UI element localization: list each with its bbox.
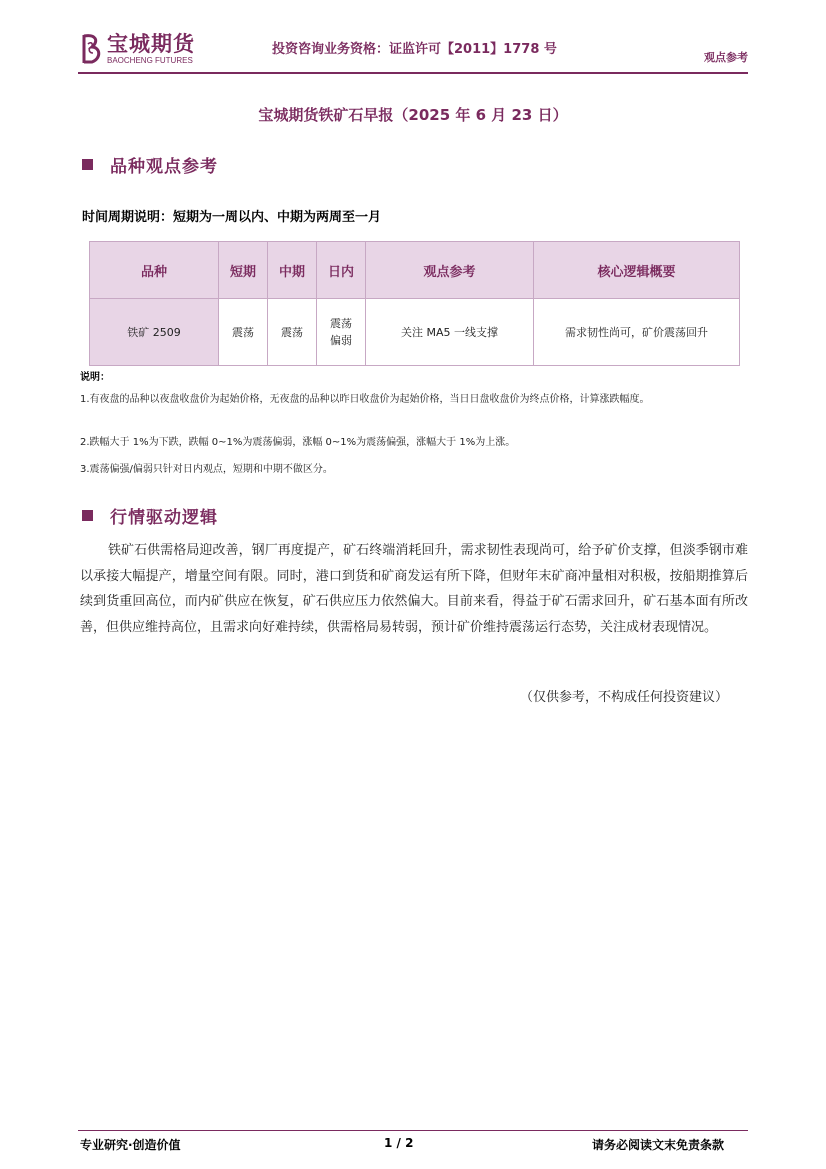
note-item: 2.跌幅大于 1%为下跌，跌幅 0~1%为震荡偏弱，涨幅 0~1%为震荡偏强，涨幅大于 1%为上涨。 [80,437,516,448]
table-row [90,299,740,366]
bullet-square-icon [82,159,93,170]
header-divider [78,72,748,74]
note-item: 1.有夜盘的品种以夜盘收盘价为起始价格，无夜盘的品种以昨日收盘价为起始价格，当日日盘收盘价为终点价格，计算涨跌幅度。 [80,394,650,405]
logo-english-name: BAOCHENG FUTURES [107,56,193,65]
market-analysis-paragraph: 铁矿石供需格局迎改善，钢厂再度提产，矿石终端消耗回升，需求韧性表现尚可，给予矿价支撑，但淡季钢市难以承接大幅提产，增量空间有限。同时，港口到货和矿商发运有所下降，但财年末矿商冲量相对积极，按船期推算后续到货重回高位，而内矿供应在恢复，矿石供应压力依然偏大。目前来看，得益于矿石需求回升，矿石基本面有所改善，但供应维持高位，且需求向好难持续，供需格局易转弱，预计矿价维持震荡运行态势，关注成材表现情况。 [80,543,748,635]
views-table [89,241,740,366]
header-tag: 观点参考 [704,51,748,64]
table-header-row [90,242,740,299]
column-header: 短期 [219,242,268,299]
section-title: 行情驱动逻辑 [110,508,218,528]
notes-label: 说明： [80,372,110,383]
company-logo [80,32,195,66]
view-cell: 关注 MA5 一线支撑 [366,299,534,366]
logo-mark-icon [80,32,104,66]
mid-term-cell: 震荡 [268,299,317,366]
section-heading-views [82,152,218,177]
document-title: 宝城期货铁矿石早报（2025 年 6 月 23 日） [258,106,568,124]
license-text: 投资咨询业务资格：证监许可【2011】1778 号 [272,42,557,57]
page-number: 1 / 2 [384,1136,414,1150]
short-term-cell: 震荡 [219,299,268,366]
variety-cell: 铁矿 2509 [90,299,219,366]
page-header [80,32,748,72]
footer-disclaimer-link: 请务必阅读文末免责条款 [591,1138,724,1152]
column-header: 观点参考 [366,242,534,299]
section-title: 品种观点参考 [110,157,218,177]
column-header: 品种 [90,242,219,299]
column-header: 核心逻辑概要 [534,242,740,299]
intraday-cell [317,299,366,366]
disclaimer-text: （仅供参考，不构成任何投资建议） [519,690,728,705]
footer-divider [78,1130,748,1131]
section-heading-drivers [82,503,218,528]
footer-slogan: 专业研究·创造价值 [80,1138,181,1152]
period-note: 时间周期说明：短期为一周以内、中期为两周至一月 [82,210,382,225]
column-header: 日内 [317,242,366,299]
note-item: 3.震荡偏强/偏弱只针对日内观点，短期和中期不做区分。 [80,464,333,475]
logic-cell: 需求韧性尚可，矿价震荡回升 [534,299,740,366]
column-header: 中期 [268,242,317,299]
logo-chinese-name: 宝城期货 [107,31,195,56]
intraday-line: 震荡 [330,317,352,330]
bullet-square-icon [82,510,93,521]
intraday-line: 偏弱 [330,334,352,347]
